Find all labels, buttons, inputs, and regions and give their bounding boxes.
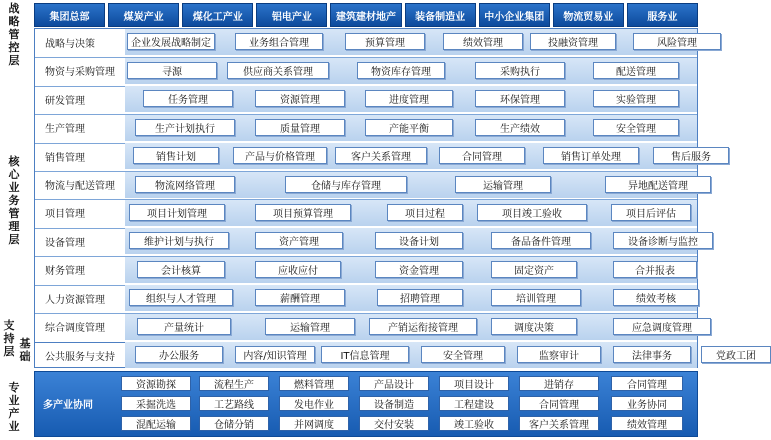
layer-char: 持 (3, 331, 15, 345)
row-track (125, 257, 697, 283)
industry-module-chip[interactable]: 竣工验收 (439, 416, 509, 431)
module-chip[interactable]: 项目后评估 (611, 204, 691, 221)
industry-module-chip[interactable]: 工艺路线 (199, 396, 269, 411)
business-rows-panel (34, 28, 711, 368)
module-chip[interactable]: 环保管理 (475, 90, 565, 107)
module-chip[interactable]: 仓储与库存管理 (285, 176, 407, 193)
module-chip[interactable]: 生产计划执行 (135, 119, 235, 136)
industry-module-chip[interactable]: 合同管理 (611, 376, 683, 391)
row-label: 物资与采购管理 (45, 67, 115, 79)
row-label: 物流与配送管理 (45, 181, 115, 192)
module-chip[interactable]: 异地配送管理 (605, 176, 711, 193)
module-chip[interactable]: 办公服务 (135, 346, 223, 363)
row-label: 公共服务与支持 (45, 351, 115, 363)
module-chip[interactable]: IT信息管理 (321, 346, 409, 363)
industry-tab[interactable]: 装备制造业 (405, 3, 476, 27)
industry-coordination-panel (34, 371, 698, 437)
layer-char: 基 (19, 337, 31, 350)
layer-char: 层 (8, 232, 20, 246)
row-label: 人力资源管理 (45, 294, 105, 306)
industry-module-chip[interactable]: 采掘洗选 (121, 396, 191, 411)
module-chip[interactable]: 实验管理 (593, 90, 679, 107)
row-track (125, 143, 711, 169)
module-chip[interactable]: 应急调度管理 (613, 318, 711, 335)
module-chip[interactable]: 产销运衔接管理 (369, 318, 477, 335)
module-chip[interactable]: 销售订单处理 (543, 147, 639, 164)
module-chip[interactable]: 生产绩效 (475, 119, 565, 136)
module-chip[interactable]: 合并报表 (613, 261, 697, 278)
module-chip[interactable]: 组织与人才管理 (129, 289, 233, 306)
business-row (35, 228, 697, 254)
module-chip[interactable]: 采购执行 (475, 62, 565, 79)
layer-char: 战 (8, 1, 20, 15)
business-row (35, 114, 697, 140)
module-chip[interactable]: 企业发展战略制定 (127, 33, 215, 50)
industry-module-chip[interactable]: 进销存 (519, 376, 599, 391)
layer-char: 业 (8, 180, 20, 194)
module-chip[interactable]: 内容/知识管理 (235, 346, 315, 363)
row-track (125, 342, 756, 368)
module-chip[interactable]: 安全管理 (593, 119, 679, 136)
layer-char: 产 (8, 407, 20, 420)
module-chip[interactable]: 销售计划 (133, 147, 219, 164)
business-row (35, 256, 697, 282)
layer-char: 层 (8, 53, 20, 67)
industry-module-chip[interactable]: 业务协同 (611, 396, 683, 411)
module-chip[interactable]: 业务组合管理 (235, 33, 323, 50)
module-chip[interactable]: 法律事务 (613, 346, 691, 363)
row-label: 设备管理 (45, 237, 85, 249)
module-chip[interactable]: 运输管理 (455, 176, 551, 193)
row-track (125, 58, 697, 84)
row-track (125, 86, 697, 112)
module-chip[interactable]: 备品备件管理 (491, 232, 591, 249)
industry-coordination-title: 多产业协同 (43, 400, 93, 411)
module-chip[interactable]: 维护计划与执行 (129, 232, 229, 249)
module-chip[interactable]: 会计核算 (137, 261, 225, 278)
row-label: 生产管理 (45, 124, 85, 136)
module-chip[interactable]: 培训管理 (491, 289, 581, 306)
industry-module-chip[interactable]: 工程建设 (439, 396, 509, 411)
layer-char: 管 (8, 206, 20, 220)
module-chip[interactable]: 固定资产 (491, 261, 577, 278)
industry-tab-bar (34, 3, 698, 27)
business-row (35, 285, 697, 311)
layer-char: 略 (8, 14, 20, 28)
industry-tab[interactable]: 铝电产业 (256, 3, 327, 27)
module-chip[interactable]: 设备诊断与监控 (613, 232, 713, 249)
strategy-layer-label (0, 1, 28, 67)
module-chip[interactable]: 绩效考核 (613, 289, 699, 306)
industry-module-chip[interactable]: 项目设计 (439, 376, 509, 391)
layer-char: 管 (8, 27, 20, 41)
module-chip[interactable]: 产量统计 (137, 318, 231, 335)
industry-module-chip[interactable]: 燃料管理 (279, 376, 349, 391)
module-chip[interactable]: 预算管理 (345, 33, 425, 50)
row-label: 项目管理 (45, 209, 85, 221)
module-chip[interactable]: 薪酬管理 (255, 289, 345, 306)
industry-layer-label (0, 378, 28, 436)
industry-module-chip[interactable]: 混配运输 (121, 416, 191, 431)
base-service-row (34, 342, 756, 368)
industry-module-chip[interactable]: 发电作业 (279, 396, 349, 411)
layer-char: 础 (19, 350, 31, 363)
row-label: 研发管理 (45, 95, 85, 107)
row-label: 财务管理 (45, 266, 85, 278)
business-row (35, 199, 697, 225)
module-chip[interactable]: 物资库存管理 (357, 62, 445, 79)
module-chip[interactable]: 项目预算管理 (255, 204, 351, 221)
industry-module-chip[interactable]: 客户关系管理 (519, 416, 599, 431)
module-chip[interactable]: 风险管理 (633, 33, 721, 50)
layer-char: 专 (8, 381, 20, 394)
module-chip[interactable]: 资金管理 (375, 261, 463, 278)
layer-char: 业 (8, 420, 20, 433)
row-track (125, 285, 697, 311)
module-chip[interactable]: 质量管理 (255, 119, 345, 136)
module-chip[interactable]: 供应商关系管理 (227, 62, 329, 79)
layer-char: 核 (8, 154, 20, 168)
business-row (35, 86, 697, 112)
module-chip[interactable]: 安全管理 (421, 346, 505, 363)
row-label: 战略与决策 (45, 38, 95, 50)
layer-char: 控 (8, 40, 20, 54)
business-row (35, 29, 697, 55)
industry-module-chip[interactable]: 产品设计 (359, 376, 429, 391)
module-chip[interactable]: 应收应付 (255, 261, 341, 278)
public-service-row (34, 342, 756, 368)
module-chip[interactable]: 售后服务 (653, 147, 729, 164)
business-row (35, 171, 697, 197)
row-label: 综合调度管理 (45, 323, 105, 334)
business-row (35, 143, 711, 169)
module-chip[interactable]: 进度管理 (365, 90, 453, 107)
module-chip[interactable]: 项目计划管理 (129, 204, 225, 221)
layer-char: 支 (3, 318, 15, 332)
module-chip[interactable]: 设备计划 (375, 232, 463, 249)
row-track (125, 29, 697, 55)
industry-module-chip[interactable]: 绩效管理 (611, 416, 683, 431)
industry-module-chip[interactable]: 资源勘探 (121, 376, 191, 391)
module-chip[interactable]: 寻源 (127, 62, 217, 79)
core-layer-label (0, 150, 28, 250)
industry-tab[interactable]: 建筑建材地产 (330, 3, 401, 27)
industry-tab[interactable]: 煤炭产业 (108, 3, 179, 27)
module-chip[interactable]: 监察审计 (517, 346, 601, 363)
industry-module-chip[interactable]: 交付安装 (359, 416, 429, 431)
industry-tab[interactable]: 煤化工产业 (182, 3, 253, 27)
layer-char: 层 (3, 344, 15, 358)
module-chip[interactable]: 客户关系管理 (335, 147, 427, 164)
module-chip[interactable]: 任务管理 (143, 90, 233, 107)
module-chip[interactable]: 运输管理 (265, 318, 355, 335)
module-chip[interactable]: 配送管理 (593, 62, 679, 79)
business-row (35, 57, 697, 83)
row-track (125, 228, 697, 254)
module-chip[interactable]: 绩效管理 (443, 33, 523, 50)
industry-tab[interactable]: 中小企业集团 (479, 3, 550, 27)
module-chip[interactable]: 合同管理 (439, 147, 525, 164)
module-chip[interactable]: 资源管理 (255, 90, 345, 107)
module-chip[interactable]: 招聘管理 (377, 289, 463, 306)
layer-char: 业 (8, 394, 20, 407)
layer-char: 理 (8, 219, 20, 233)
module-chip[interactable]: 投融资管理 (530, 33, 616, 50)
industry-tab[interactable]: 集团总部 (34, 3, 105, 27)
business-row (35, 313, 697, 339)
industry-module-chip[interactable]: 流程生产 (199, 376, 269, 391)
industry-tab[interactable]: 物流贸易业 (553, 3, 624, 27)
industry-module-chip[interactable]: 并网调度 (279, 416, 349, 431)
layer-char: 务 (8, 193, 20, 207)
row-track (125, 200, 697, 226)
support-layer-label (0, 318, 18, 358)
row-track (125, 115, 697, 141)
module-chip[interactable]: 项目过程 (387, 204, 463, 221)
module-chip[interactable]: 产品与价格管理 (233, 147, 327, 164)
base-layer-label (18, 336, 32, 364)
industry-module-chip[interactable]: 仓储分销 (199, 416, 269, 431)
module-chip[interactable]: 党政工团 (701, 346, 771, 363)
row-track (125, 172, 697, 198)
row-track (125, 314, 697, 340)
module-chip[interactable]: 项目竣工验收 (477, 204, 587, 221)
module-chip[interactable]: 资产管理 (255, 232, 343, 249)
module-chip[interactable]: 产能平衡 (365, 119, 453, 136)
industry-module-chip[interactable]: 合同管理 (519, 396, 599, 411)
module-chip[interactable]: 调度决策 (491, 318, 577, 335)
layer-char: 心 (8, 167, 20, 181)
industry-module-chip[interactable]: 设备制造 (359, 396, 429, 411)
row-label: 销售管理 (45, 152, 85, 164)
industry-tab[interactable]: 服务业 (627, 3, 698, 27)
module-chip[interactable]: 物流网络管理 (135, 176, 235, 193)
